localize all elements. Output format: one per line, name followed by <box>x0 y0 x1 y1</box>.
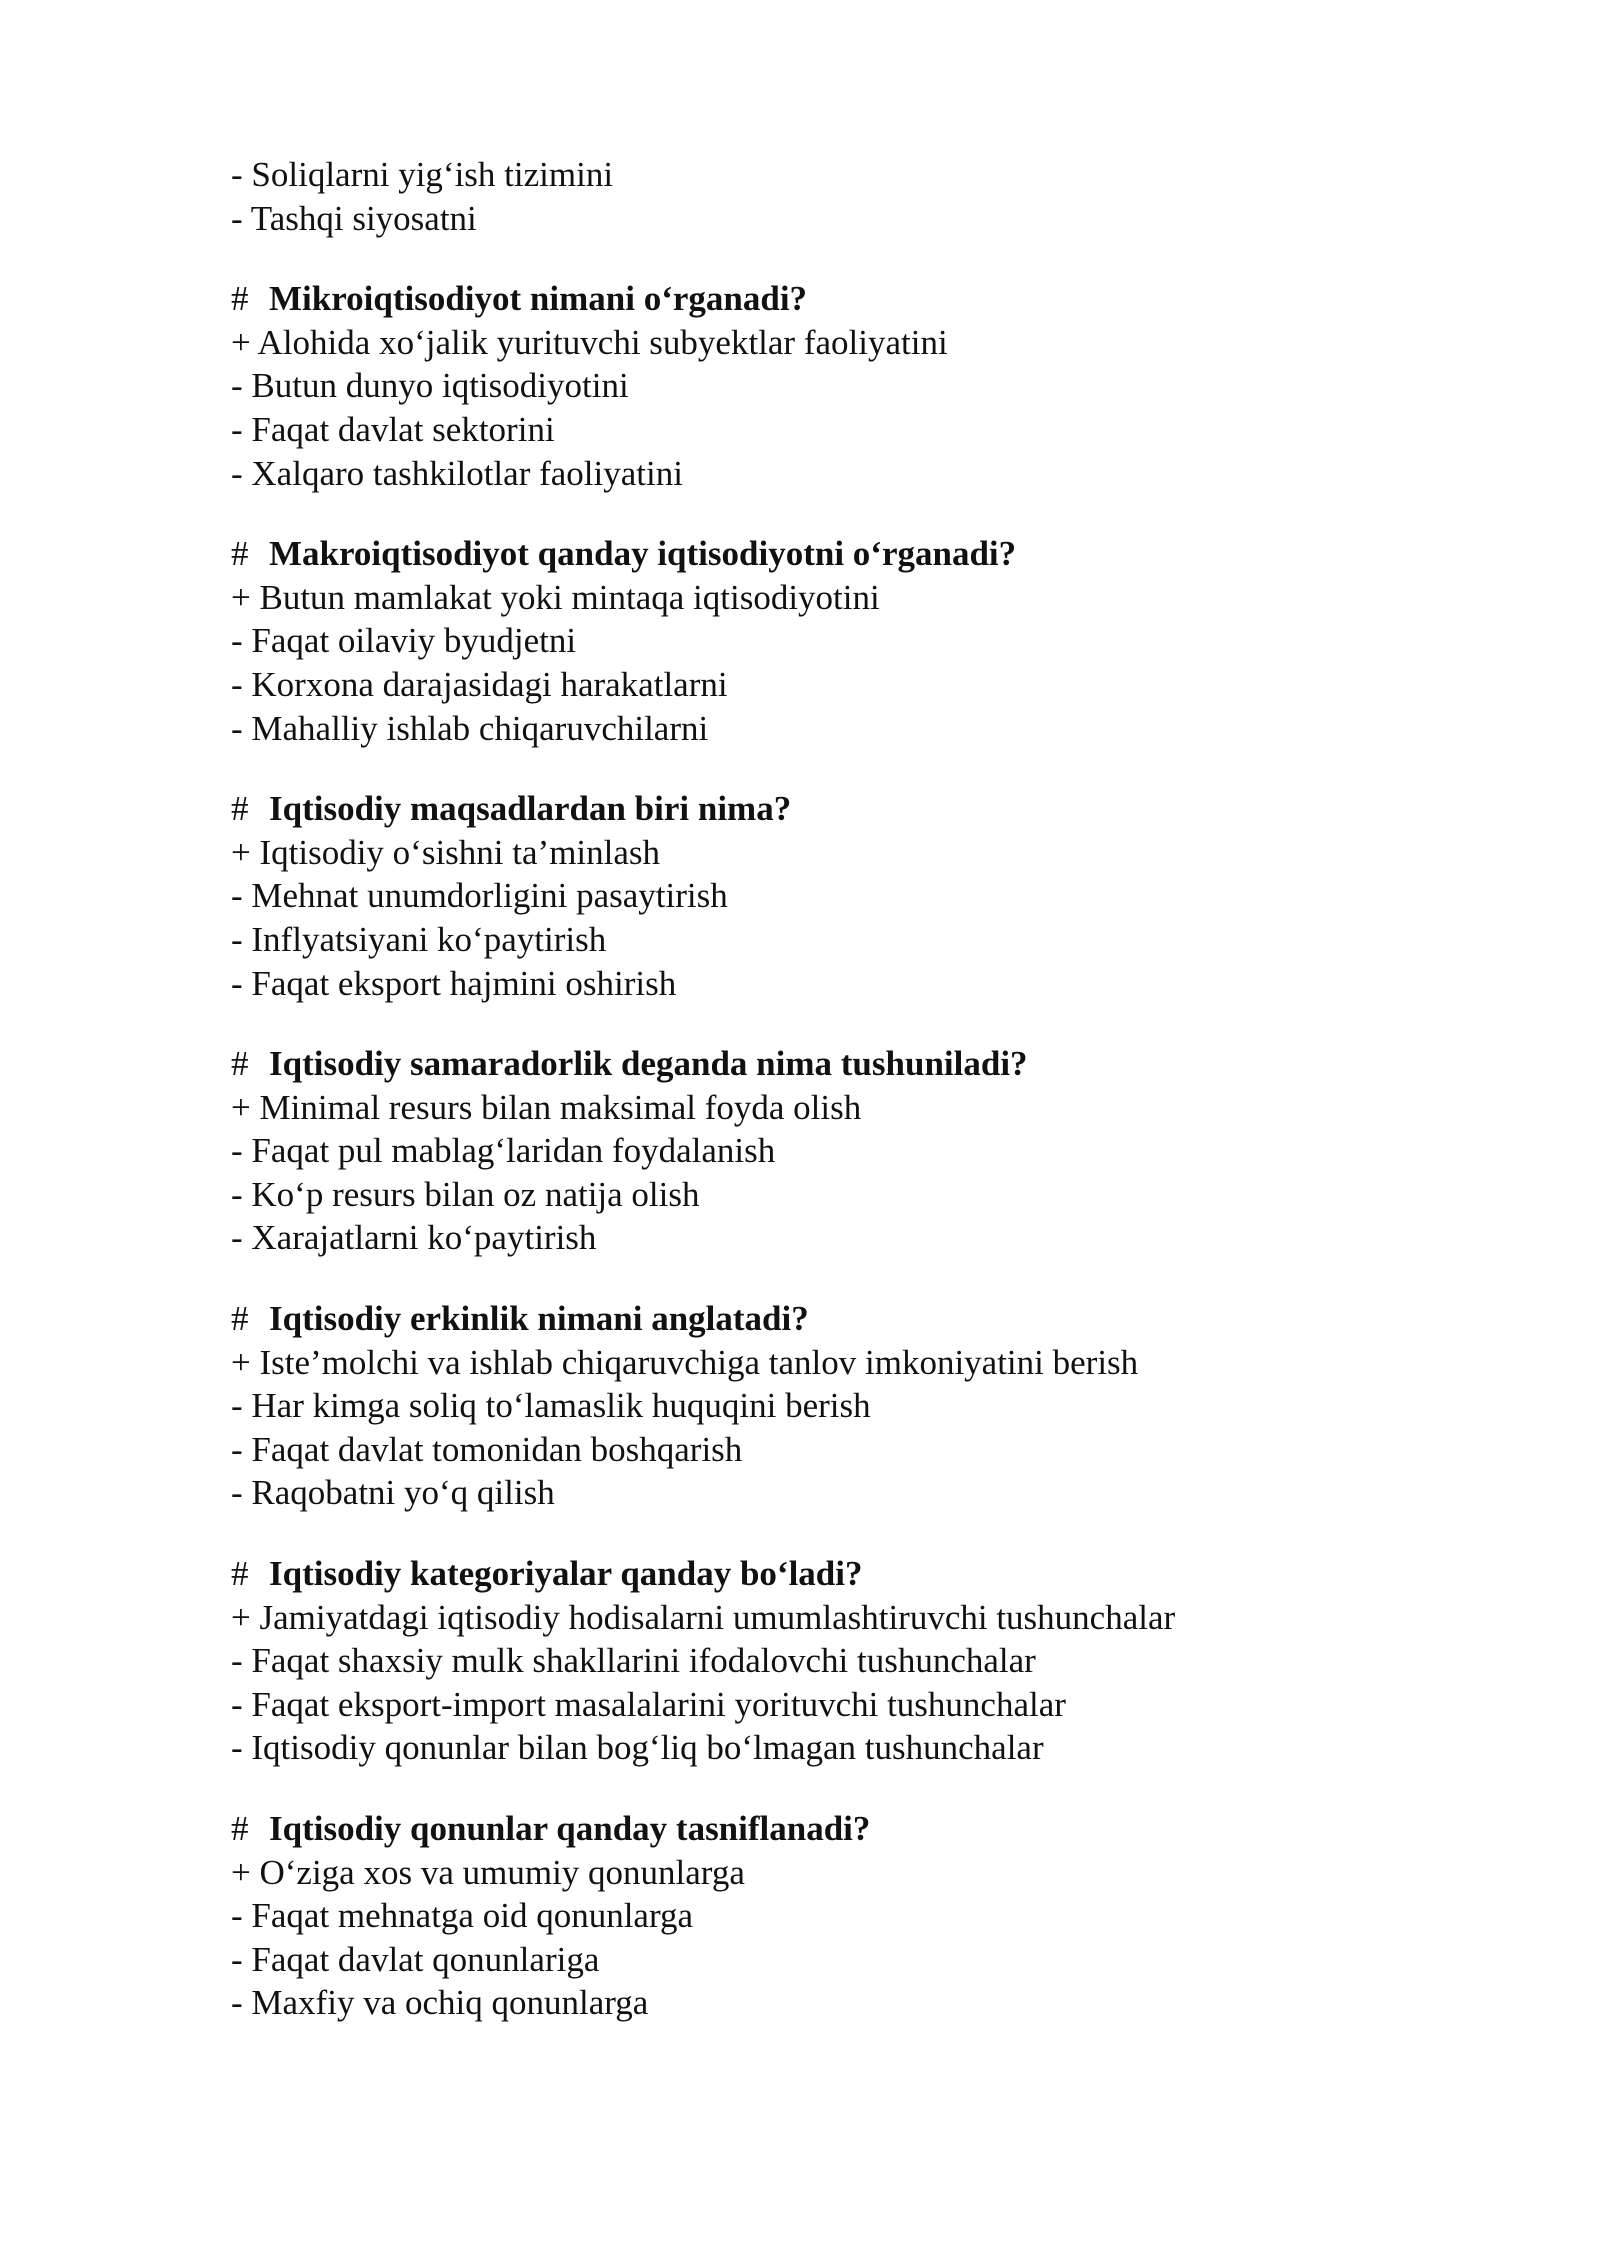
answer-option: - Xarajatlarni ko‘paytirish <box>231 1218 597 1258</box>
question-block <box>231 532 1531 750</box>
question-marker: # <box>231 1809 249 1848</box>
answer-option: - Faqat eksport hajmini oshirish <box>231 963 677 1003</box>
answer-option: - Mehnat unumdorligini pasaytirish <box>231 876 728 916</box>
answer-option: - Faqat shaxsiy mulk shakllarini ifodalovchi tushunchalar <box>231 1641 1036 1681</box>
answer-option: - Maxfiy va ochiq qonunlarga <box>231 1983 649 2023</box>
question-text: Makroiqtisodiyot qanday iqtisodiyotni o‘rganadi? <box>269 534 1017 574</box>
question-marker: # <box>231 1554 249 1594</box>
question-block <box>231 1552 1531 1770</box>
answer-option: - Inflyatsiyani ko‘paytirish <box>231 919 607 959</box>
answer-option: - Faqat oilaviy byudjetni <box>231 621 577 661</box>
answer-option: - Faqat davlat tomonidan boshqarish <box>231 1429 743 1469</box>
intro-options <box>231 153 1531 240</box>
answer-option: - Faqat davlat qonunlariga <box>231 1939 600 1979</box>
question-block <box>231 277 1531 495</box>
answer-option: + Jamiyatdagi iqtisodiy hodisalarni umumlashtiruvchi tushunchalar <box>231 1597 1176 1637</box>
question-block <box>231 1807 1531 2025</box>
question-text: Iqtisodiy maqsadlardan biri nima? <box>269 789 792 829</box>
question-heading <box>231 1042 1531 1086</box>
answer-option: - Mahalliy ishlab chiqaruvchilarni <box>231 708 709 748</box>
answer-option: - Iqtisodiy qonunlar bilan bog‘liq bo‘lmagan tushunchalar <box>231 1728 1044 1768</box>
answer-option: - Faqat davlat sektorini <box>231 409 555 449</box>
question-marker: # <box>231 1044 249 1084</box>
question-marker: # <box>231 534 249 574</box>
answer-option: + Iqtisodiy o‘sishni ta’minlash <box>231 832 661 872</box>
answer-option: - Ko‘p resurs bilan oz natija olish <box>231 1174 700 1214</box>
answer-option: + O‘ziga xos va umumiy qonunlarga <box>231 1852 745 1892</box>
question-heading <box>231 1807 1531 1851</box>
answer-option: + Alohida xo‘jalik yurituvchi subyektlar faoliyatini <box>231 322 948 362</box>
question-text: Iqtisodiy kategoriyalar qanday bo‘ladi? <box>269 1554 863 1594</box>
answer-option: + Butun mamlakat yoki mintaqa iqtisodiyotini <box>231 577 880 617</box>
question-text: Iqtisodiy qonunlar qanday tasniflanadi? <box>269 1809 871 1848</box>
question-heading <box>231 1297 1531 1341</box>
answer-option: - Har kimga soliq to‘lamaslik huquqini berish <box>231 1386 871 1426</box>
document-page <box>231 153 1531 2025</box>
question-block <box>231 1042 1531 1260</box>
answer-option: + Iste’molchi va ishlab chiqaruvchiga tanlov imkoniyatini berish <box>231 1342 1139 1382</box>
question-text: Mikroiqtisodiyot nimani o‘rganadi? <box>269 279 808 319</box>
question-block <box>231 787 1531 1005</box>
question-heading <box>231 277 1531 321</box>
answer-option: - Butun dunyo iqtisodiyotini <box>231 366 629 406</box>
question-heading <box>231 1552 1531 1596</box>
answer-option: - Faqat pul mablag‘laridan foydalanish <box>231 1131 776 1171</box>
question-marker: # <box>231 789 249 829</box>
answer-option: - Tashqi siyosatni <box>231 198 477 238</box>
question-heading <box>231 532 1531 576</box>
answer-option: - Raqobatni yo‘q qilish <box>231 1473 555 1513</box>
answer-option: - Xalqaro tashkilotlar faoliyatini <box>231 453 683 493</box>
question-heading <box>231 787 1531 831</box>
question-text: Iqtisodiy samaradorlik deganda nima tushuniladi? <box>269 1044 1028 1084</box>
answer-option: - Faqat mehnatga oid qonunlarga <box>231 1896 694 1936</box>
answer-option: - Faqat eksport-import masalalarini yorituvchi tushunchalar <box>231 1684 1066 1724</box>
answer-option: - Soliqlarni yig‘ish tizimini <box>231 155 614 194</box>
answer-option: - Korxona darajasidagi harakatlarni <box>231 664 728 704</box>
question-marker: # <box>231 1299 249 1339</box>
question-marker: # <box>231 279 249 319</box>
answer-option: + Minimal resurs bilan maksimal foyda olish <box>231 1087 862 1127</box>
question-text: Iqtisodiy erkinlik nimani anglatadi? <box>269 1299 809 1339</box>
question-block <box>231 1297 1531 1515</box>
